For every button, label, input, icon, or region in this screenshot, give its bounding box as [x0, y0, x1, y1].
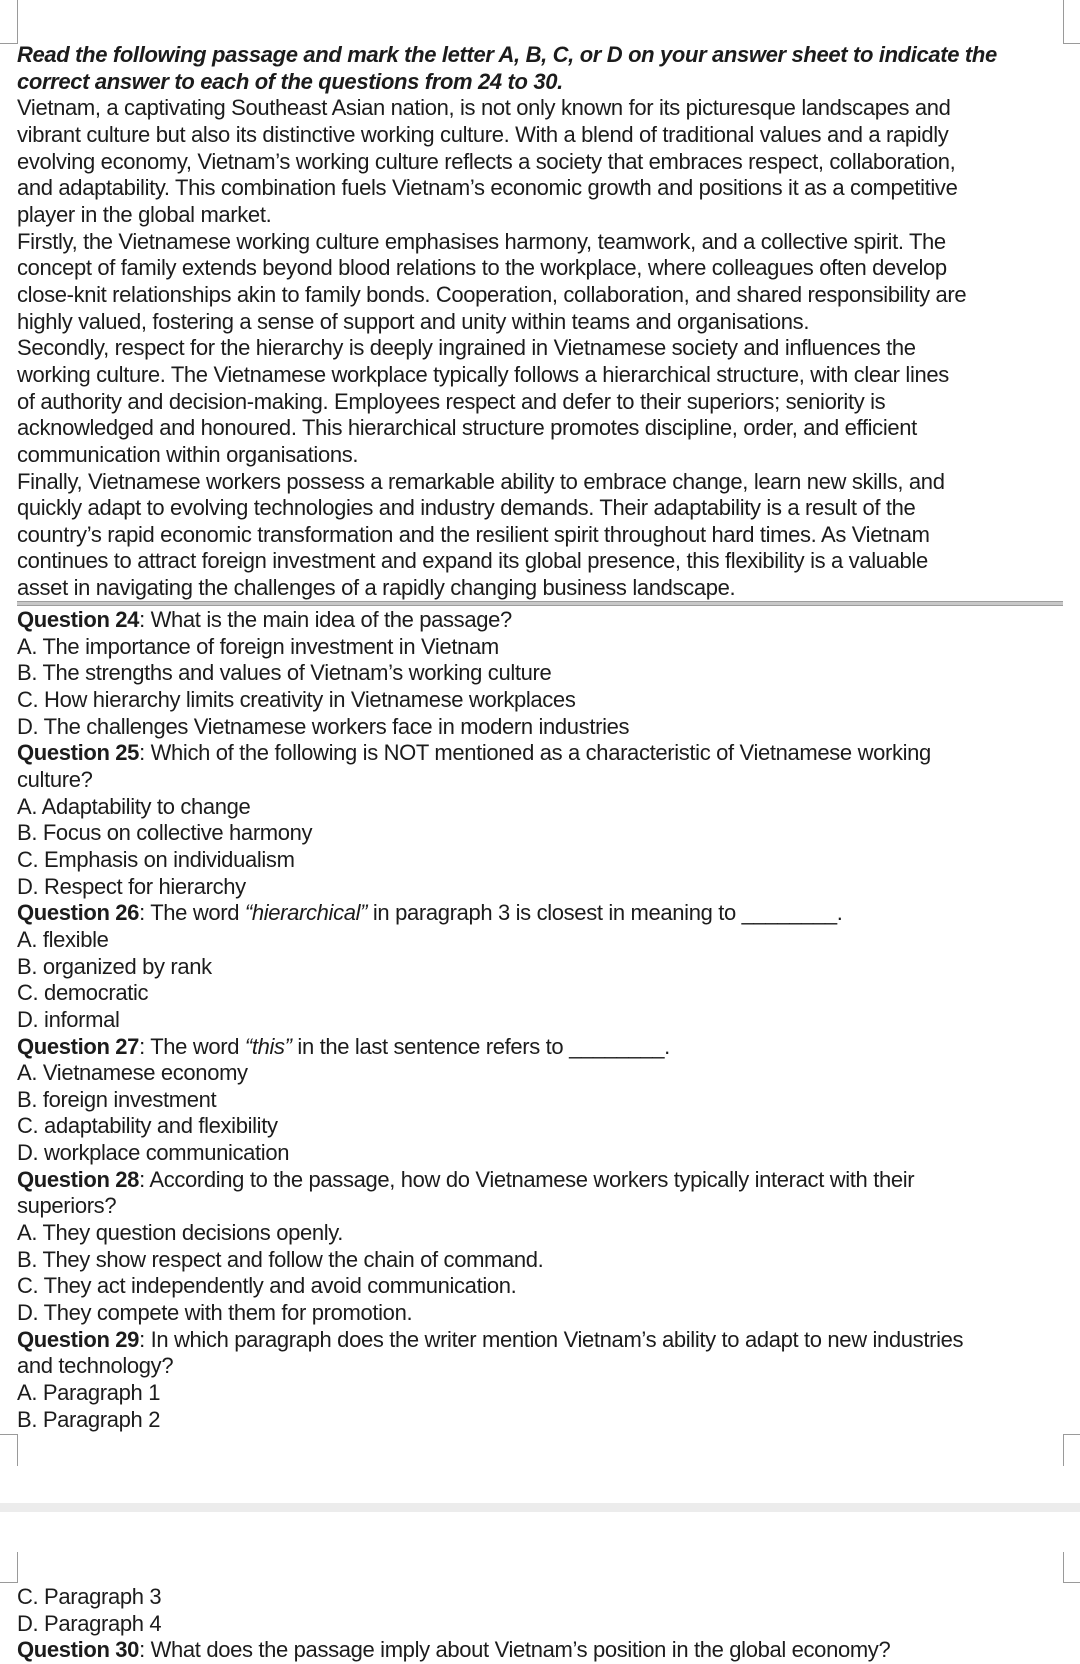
- line-text: and technology?: [17, 1353, 174, 1379]
- text-line: [17, 714, 1067, 741]
- line-text: D. They compete with them for promotion.: [17, 1300, 413, 1326]
- question-stem: [17, 1167, 1067, 1194]
- passage: [17, 95, 1067, 601]
- page-break: [0, 1503, 1080, 1512]
- text-line: [17, 767, 1067, 794]
- question-stem: [17, 607, 1067, 634]
- question-number: Question 29: [17, 1326, 140, 1352]
- line-text: C. Emphasis on individualism: [17, 846, 295, 872]
- line-text: C. They act independently and avoid communication.: [17, 1273, 517, 1299]
- text-line: [17, 794, 1067, 821]
- passage-line: Firstly, the Vietnamese working culture emphasises harmony, teamwork, and a collective spirit. The: [17, 228, 946, 254]
- page-corner-mark: [0, 1434, 18, 1466]
- text-line: [17, 820, 1067, 847]
- line-text: B. foreign investment: [17, 1086, 217, 1112]
- text-line: [17, 1007, 1067, 1034]
- passage-line: concept of family extends beyond blood relations to the workplace, where colleagues often develop: [17, 255, 947, 281]
- line-text: A. They question decisions openly.: [17, 1220, 344, 1246]
- text-line: [17, 1273, 1067, 1300]
- passage-line: country’s rapid economic transformation and the resilient spirit throughout hard times. As Vietnam: [17, 521, 930, 547]
- question-number: Question 26: [17, 900, 140, 926]
- line-text: : In which paragraph does the writer mention Vietnam’s ability to adapt to new industries: [139, 1326, 964, 1352]
- line-text: D. workplace communication: [17, 1140, 290, 1166]
- line-text: A. Vietnamese economy: [17, 1060, 248, 1086]
- text-line: [17, 660, 1067, 687]
- question-stem: [17, 1637, 1067, 1664]
- passage-line: player in the global market.: [17, 201, 272, 227]
- line-text: : The word: [139, 900, 245, 926]
- passage-line: of authority and decision-making. Employees respect and defer to their superiors; seniority is: [17, 388, 886, 414]
- text-line: [17, 1087, 1067, 1114]
- questions-section-page-2: [17, 1584, 1067, 1664]
- question-stem: [17, 740, 1067, 767]
- question-stem: [17, 900, 1067, 927]
- text-line: [17, 1140, 1067, 1167]
- text-line: [17, 1353, 1067, 1380]
- text-line: [17, 954, 1067, 981]
- line-text: D. The challenges Vietnamese workers face in modern industries: [17, 713, 630, 739]
- questions-section: [17, 607, 1067, 1433]
- passage-line: communication within organisations.: [17, 441, 359, 467]
- line-text: D. Respect for hierarchy: [17, 873, 246, 899]
- line-text: : What is the main idea of the passage?: [139, 607, 512, 632]
- instructions-line: correct answer to each of the questions from 24 to 30.: [17, 68, 563, 94]
- line-text: : Which of the following is NOT mentioned as a characteristic of Vietnamese working: [139, 740, 931, 766]
- line-text: C. Paragraph 3: [17, 1584, 162, 1609]
- line-text: B. The strengths and values of Vietnam’s working culture: [17, 660, 552, 686]
- passage-line: Finally, Vietnamese workers possess a remarkable ability to embrace change, learn new skills, and: [17, 468, 945, 494]
- text-line: [17, 1380, 1067, 1407]
- text-line: [17, 1113, 1067, 1140]
- question-number: Question 25: [17, 740, 140, 766]
- text-line: [17, 1247, 1067, 1274]
- text-line: [17, 1407, 1067, 1434]
- text-line: [17, 1193, 1067, 1220]
- line-text: D. informal: [17, 1006, 120, 1032]
- page-corner-mark: [1063, 0, 1080, 44]
- page-corner-mark: [1063, 1552, 1080, 1583]
- question-number: Question 28: [17, 1166, 140, 1192]
- passage-divider: [17, 601, 1063, 606]
- quoted-word: “this”: [244, 1033, 292, 1059]
- page-1-passage: [17, 42, 1067, 602]
- text-line: [17, 1060, 1067, 1087]
- passage-line: vibrant culture but also its distinctive working culture. With a blend of traditional values and a rapidly: [17, 121, 949, 147]
- quoted-word: “hierarchical”: [244, 900, 368, 926]
- line-text: superiors?: [17, 1193, 117, 1219]
- line-text: A. Adaptability to change: [17, 793, 251, 819]
- line-text: C. democratic: [17, 980, 149, 1006]
- instructions-line: Read the following passage and mark the letter A, B, C, or D on your answer sheet to indicate the: [17, 42, 997, 67]
- line-text: in paragraph 3 is closest in meaning to ________.: [367, 900, 843, 926]
- text-line: [17, 1300, 1067, 1327]
- passage-line: continues to attract foreign investment and expand its global presence, this flexibility is a valuable: [17, 548, 928, 574]
- passage-line: highly valued, fostering a sense of support and unity within teams and organisations.: [17, 308, 810, 334]
- line-text: : According to the passage, how do Vietnamese workers typically interact with their: [139, 1166, 915, 1192]
- question-stem: [17, 1327, 1067, 1354]
- passage-line: working culture. The Vietnamese workplace typically follows a hierarchical structure, with clear lines: [17, 361, 949, 387]
- passage-line: asset in navigating the challenges of a rapidly changing business landscape.: [17, 575, 736, 601]
- line-text: : What does the passage imply about Vietnam’s position in the global economy?: [139, 1637, 891, 1663]
- passage-line: and adaptability. This combination fuels Vietnam’s economic growth and positions it as a competitive: [17, 175, 958, 201]
- line-text: : The word: [139, 1033, 245, 1059]
- text-line: [17, 687, 1067, 714]
- line-text: culture?: [17, 766, 93, 792]
- question-number: Question 24: [17, 607, 140, 632]
- page-corner-mark: [0, 0, 18, 44]
- text-line: [17, 1584, 1067, 1611]
- text-line: [17, 1611, 1067, 1638]
- line-text: B. They show respect and follow the chain of command.: [17, 1246, 544, 1272]
- line-text: B. Focus on collective harmony: [17, 820, 313, 846]
- passage-line: evolving economy, Vietnam’s working culture reflects a society that embraces respect, collaboration,: [17, 148, 956, 174]
- page-corner-mark: [0, 1552, 18, 1583]
- line-text: A. Paragraph 1: [17, 1380, 161, 1406]
- line-text: A. flexible: [17, 926, 109, 952]
- passage-line: close-knit relationships akin to family bonds. Cooperation, collaboration, and shared responsibility are: [17, 281, 967, 307]
- question-stem: [17, 1034, 1067, 1061]
- line-text: B. organized by rank: [17, 953, 212, 979]
- page-corner-mark: [1063, 1434, 1080, 1466]
- passage-line: Secondly, respect for the hierarchy is deeply ingrained in Vietnamese society and influences the: [17, 335, 916, 361]
- passage-line: acknowledged and honoured. This hierarchical structure promotes discipline, order, and efficient: [17, 415, 917, 441]
- text-line: [17, 874, 1067, 901]
- line-text: D. Paragraph 4: [17, 1610, 162, 1636]
- line-text: B. Paragraph 2: [17, 1406, 161, 1432]
- question-number: Question 27: [17, 1033, 140, 1059]
- passage-line: Vietnam, a captivating Southeast Asian nation, is not only known for its picturesque landscapes and: [17, 95, 951, 121]
- line-text: C. adaptability and flexibility: [17, 1113, 278, 1139]
- text-line: [17, 1220, 1067, 1247]
- text-line: [17, 634, 1067, 661]
- text-line: [17, 927, 1067, 954]
- question-number: Question 30: [17, 1637, 140, 1663]
- line-text: C. How hierarchy limits creativity in Vietnamese workplaces: [17, 686, 576, 712]
- text-line: [17, 847, 1067, 874]
- line-text: in the last sentence refers to ________.: [291, 1033, 670, 1059]
- text-line: [17, 980, 1067, 1007]
- passage-line: quickly adapt to evolving technologies and industry demands. Their adaptability is a result of the: [17, 495, 916, 521]
- line-text: A. The importance of foreign investment in Vietnam: [17, 633, 499, 659]
